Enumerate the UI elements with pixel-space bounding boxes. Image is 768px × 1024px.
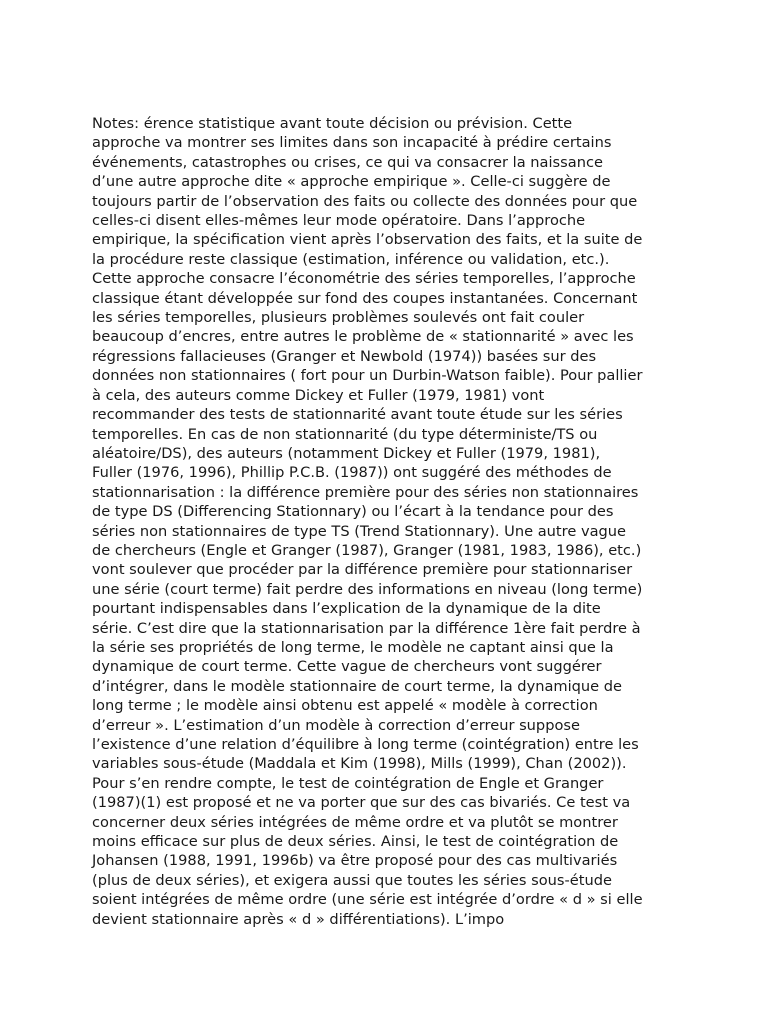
text-line: la procédure reste classique (estimation, inférence ou validation, etc.).: [92, 250, 610, 268]
text-line: pourtant indispensables dans l’explication de la dynamique de la dite: [92, 600, 601, 618]
text-line: moins efficace sur plus de deux séries. Ainsi, le test de cointégration de: [92, 833, 619, 851]
text-line: Fuller (1976, 1996), Phillip P.C.B. (1987)) ont suggéré des méthodes de: [92, 464, 612, 482]
text-line: Johansen (1988, 1991, 1996b) va être proposé pour des cas multivariés: [92, 852, 618, 870]
text-line: de type DS (Differencing Stationnary) ou l’écart à la tendance pour des: [92, 503, 614, 521]
text-line: les séries temporelles, plusieurs problèmes soulevés ont fait couler: [92, 309, 585, 327]
text-line: événements, catastrophes ou crises, ce qui va consacrer la naissance: [92, 153, 603, 171]
text-line: concerner deux séries intégrées de même ordre et va plutôt se montrer: [92, 813, 618, 831]
text-line: (plus de deux séries), et exigera aussi que toutes les séries sous-étude: [92, 871, 612, 889]
text-line: régressions fallacieuses (Granger et Newbold (1974)) basées sur des: [92, 347, 597, 365]
text-line: d’une autre approche dite « approche empirique ». Celle-ci suggère de: [92, 173, 611, 191]
text-line: série. C’est dire que la stationnarisation par la différence 1ère fait perdre à: [92, 619, 641, 637]
text-line: Cette approche consacre l’économétrie des séries temporelles, l’approche: [92, 270, 636, 288]
text-line: d’intégrer, dans le modèle stationnaire de court terme, la dynamique de: [92, 677, 623, 695]
text-line: données non stationnaires ( fort pour un Durbin-Watson faible). Pour pallier: [92, 367, 643, 385]
text-line: une série (court terme) fait perdre des informations en niveau (long terme): [92, 580, 643, 598]
text-line: devient stationnaire après « d » différentiations). L’impo: [92, 910, 505, 928]
text-line: stationnarisation : la différence première pour des séries non stationnaires: [92, 483, 639, 501]
text-line: aléatoire/DS), des auteurs (notamment Dickey et Fuller (1979, 1981),: [92, 444, 601, 462]
text-line: à cela, des auteurs comme Dickey et Fuller (1979, 1981) vont: [92, 386, 545, 404]
text-line: temporelles. En cas de non stationnarité (du type déterministe/TS ou: [92, 425, 598, 443]
text-line: la série ses propriétés de long terme, le modèle ne captant ainsi que la: [92, 638, 614, 656]
text-line: l’existence d’une relation d’équilibre à long terme (cointégration) entre les: [92, 736, 639, 753]
text-line: beaucoup d’encres, entre autres le problème de « stationnarité » avec les: [92, 328, 634, 346]
text-line: dynamique de court terme. Cette vague de chercheurs vont suggérer: [92, 658, 602, 676]
text-line: celles-ci disent elles-mêmes leur mode opératoire. Dans l’approche: [92, 212, 586, 230]
text-line: séries non stationnaires de type TS (Trend Stationnary). Une autre vague: [92, 522, 627, 540]
text-line: Pour s’en rendre compte, le test de cointégration de Engle et Granger: [92, 774, 604, 792]
text-line: vont soulever que procéder par la différence première pour stationnariser: [92, 561, 633, 579]
text-line: soient intégrées de même ordre (une série est intégrée d’ordre « d » si elle: [92, 891, 643, 909]
text-line: variables sous-étude (Maddala et Kim (1998), Mills (1999), Chan (2002)).: [92, 755, 627, 773]
text-line: long terme ; le modèle ainsi obtenu est appelé « modèle à correction: [92, 697, 598, 715]
notes-paragraph: [92, 114, 692, 929]
text-line: d’erreur ». L’estimation d’un modèle à correction d’erreur suppose: [92, 716, 580, 734]
text-line: empirique, la spécification vient après l’observation des faits, et la suite de: [92, 231, 643, 249]
text-line: (1987)(1) est proposé et ne va porter que sur des cas bivariés. Ce test va: [92, 794, 631, 812]
text-line: approche va montrer ses limites dans son incapacité à prédire certains: [92, 134, 612, 152]
text-line: classique étant développée sur fond des coupes instantanées. Concernant: [92, 289, 638, 307]
text-line: toujours partir de l’observation des faits ou collecte des données pour que: [92, 192, 638, 210]
text-line: de chercheurs (Engle et Granger (1987), Granger (1981, 1983, 1986), etc.): [92, 541, 642, 559]
text-line: Notes: érence statistique avant toute décision ou prévision. Cette: [92, 115, 573, 132]
text-line: recommander des tests de stationnarité avant toute étude sur les séries: [92, 406, 623, 424]
